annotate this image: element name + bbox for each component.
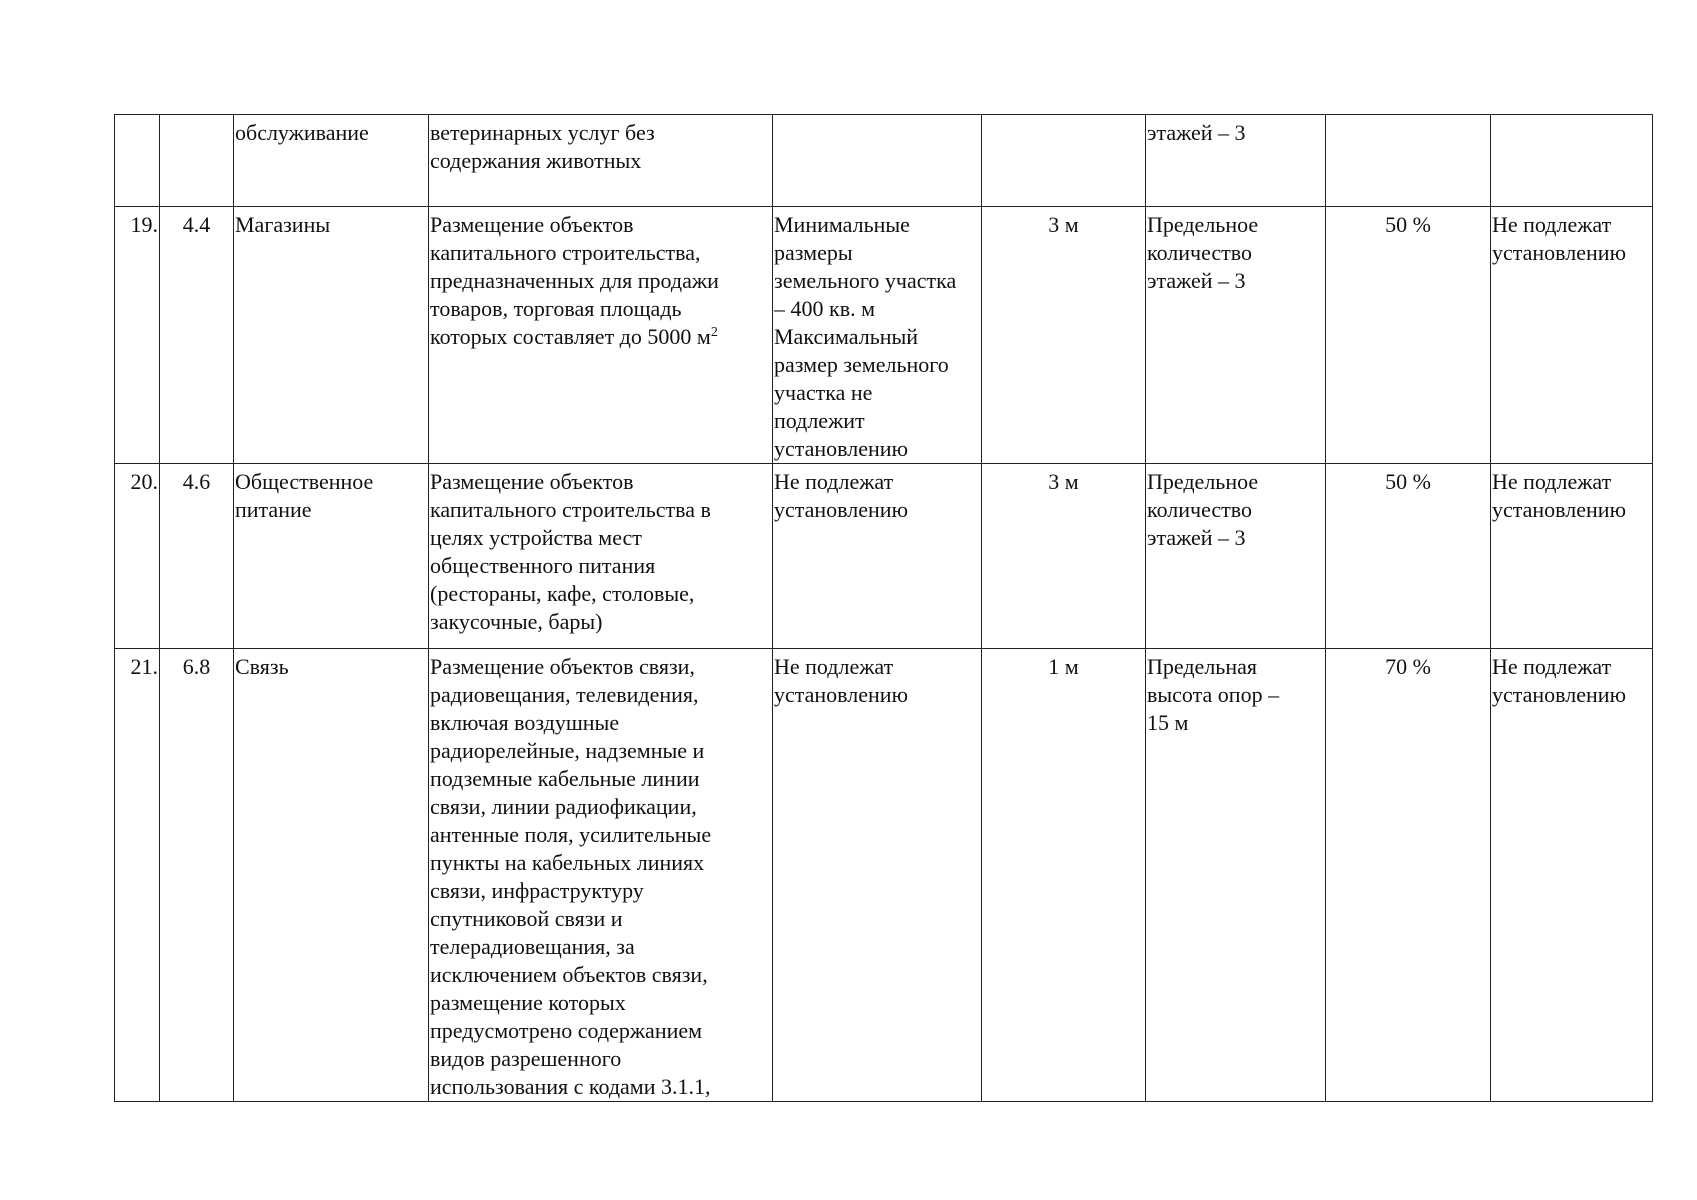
use-description-cell-line: (рестораны, кафе, столовые,	[430, 581, 695, 606]
other-params-cell	[1491, 649, 1653, 1102]
use-description-cell-line: Размещение объектов	[430, 469, 634, 494]
use-description-cell-line: содержания животных	[430, 148, 642, 173]
table-row	[115, 649, 1653, 1102]
min-indent-cell: 3 м	[982, 207, 1146, 464]
coverage-cell	[1326, 115, 1491, 207]
use-description-cell-line: предназначенных для продажи	[430, 268, 719, 293]
use-description-cell-line: товаров, торговая площадь	[430, 296, 682, 321]
other-params-cell	[1491, 464, 1653, 649]
other-params-cell-line: установлению	[1492, 497, 1627, 522]
use-code-cell: 4.6	[160, 464, 234, 649]
use-description-cell-line	[430, 323, 771, 351]
use-description-cell-line: использования с кодами 3.1.1,	[430, 1074, 711, 1099]
other-params-cell-line: Не подлежат	[1492, 469, 1612, 494]
use-description-cell-line: радиовещания, телевидения,	[430, 682, 699, 707]
min-indent-cell	[982, 115, 1146, 207]
use-name-cell-line: Магазины	[235, 212, 331, 237]
use-description-cell-line: пункты на кабельных линиях	[430, 850, 705, 875]
row-number-cell: 20.	[115, 464, 160, 649]
plot-size-cell-line: участка не	[774, 380, 873, 405]
plot-size-cell-line: Минимальные	[774, 212, 910, 237]
use-description-cell-line: радиорелейные, надземные и	[430, 738, 705, 763]
other-params-cell	[1491, 207, 1653, 464]
table-row	[115, 115, 1653, 207]
other-params-cell-line: Не подлежат	[1492, 654, 1612, 679]
use-description-cell-line: подземные кабельные линии	[430, 766, 700, 791]
use-description-cell-line: Размещение объектов	[430, 212, 634, 237]
floors-cell-line: высота опор –	[1147, 682, 1280, 707]
floors-cell-line: этажей – 3	[1147, 268, 1246, 293]
use-description-cell-line: целях устройства мест	[430, 525, 642, 550]
plot-size-cell-line: подлежит	[774, 408, 865, 433]
use-description-cell-line: предусмотрено содержанием	[430, 1018, 703, 1043]
plot-size-cell-line: установлению	[774, 436, 909, 461]
floors-cell-line: Предельная	[1147, 654, 1257, 679]
floors-cell-line: этажей – 3	[1147, 120, 1246, 145]
other-params-cell-line: установлению	[1492, 682, 1627, 707]
plot-size-cell-line: установлению	[774, 682, 909, 707]
use-description-cell-line-text: которых составляет до 5000 м	[430, 324, 711, 349]
row-number-cell: 19.	[115, 207, 160, 464]
use-description-cell	[429, 464, 773, 649]
floors-cell-line: Предельное	[1147, 469, 1259, 494]
floors-cell	[1146, 464, 1326, 649]
use-name-cell-line: обслуживание	[235, 120, 369, 145]
use-description-cell-line: связи, линии радиофикации,	[430, 794, 697, 819]
use-code-cell: 4.4	[160, 207, 234, 464]
use-description-cell-line: спутниковой связи и	[430, 906, 623, 931]
plot-size-cell-line: размеры	[774, 240, 853, 265]
use-description-cell-line: видов разрешенного	[430, 1046, 622, 1071]
plot-size-cell	[773, 115, 982, 207]
floors-cell	[1146, 649, 1326, 1102]
other-params-cell-line: установлению	[1492, 240, 1627, 265]
floors-cell-line: этажей – 3	[1147, 525, 1246, 550]
plot-size-cell-line: Не подлежат	[774, 469, 894, 494]
plot-size-cell-line: установлению	[774, 497, 909, 522]
use-name-cell-line: Общественное	[235, 469, 374, 494]
row-number-cell: 21.	[115, 649, 160, 1102]
use-description-cell-line: капитального строительства в	[430, 497, 711, 522]
use-description-cell-line: исключением объектов связи,	[430, 962, 708, 987]
plot-size-cell-line: Не подлежат	[774, 654, 894, 679]
other-params-cell-line: Не подлежат	[1492, 212, 1612, 237]
use-description-cell-line: ветеринарных услуг без	[430, 120, 655, 145]
use-description-cell-line: Размещение объектов связи,	[430, 654, 695, 679]
floors-cell-line: количество	[1147, 240, 1253, 265]
plot-size-cell-line: земельного участка	[774, 268, 957, 293]
use-name-cell-line: питание	[235, 497, 312, 522]
floors-cell-line: количество	[1147, 497, 1253, 522]
use-name-cell	[234, 464, 429, 649]
plot-size-cell	[773, 464, 982, 649]
use-description-cell	[429, 207, 773, 464]
use-description-cell-line: размещение которых	[430, 990, 626, 1015]
row-number-cell	[115, 115, 160, 207]
coverage-cell: 50 %	[1326, 207, 1491, 464]
use-description-cell-line: капитального строительства,	[430, 240, 701, 265]
table-row	[115, 464, 1653, 649]
min-indent-cell: 1 м	[982, 649, 1146, 1102]
plot-size-cell-line: – 400 кв. м	[774, 296, 875, 321]
use-code-cell	[160, 115, 234, 207]
floors-cell	[1146, 115, 1326, 207]
use-name-cell	[234, 115, 429, 207]
plot-size-cell	[773, 649, 982, 1102]
table-row	[115, 207, 1653, 464]
use-description-cell-line: телерадиовещания, за	[430, 934, 635, 959]
use-description-cell	[429, 649, 773, 1102]
use-name-cell-line: Связь	[235, 654, 289, 679]
floors-cell	[1146, 207, 1326, 464]
floors-cell-line: 15 м	[1147, 710, 1189, 735]
use-description-cell-line: закусочные, бары)	[430, 609, 603, 634]
plot-size-cell-line: размер земельного	[774, 352, 949, 377]
use-description-cell	[429, 115, 773, 207]
use-name-cell	[234, 649, 429, 1102]
use-description-cell-line: антенные поля, усилительные	[430, 822, 712, 847]
use-description-cell-line: включая воздушные	[430, 710, 620, 735]
use-code-cell: 6.8	[160, 649, 234, 1102]
min-indent-cell: 3 м	[982, 464, 1146, 649]
use-name-cell	[234, 207, 429, 464]
floors-cell-line: Предельное	[1147, 212, 1259, 237]
plot-size-cell	[773, 207, 982, 464]
coverage-cell: 70 %	[1326, 649, 1491, 1102]
use-description-cell-line: связи, инфраструктуру	[430, 878, 644, 903]
superscript: 2	[710, 325, 718, 340]
other-params-cell	[1491, 115, 1653, 207]
plot-size-cell-line: Максимальный	[774, 324, 919, 349]
use-description-cell-line: общественного питания	[430, 553, 656, 578]
zoning-regulations-table	[114, 114, 1653, 1102]
coverage-cell: 50 %	[1326, 464, 1491, 649]
